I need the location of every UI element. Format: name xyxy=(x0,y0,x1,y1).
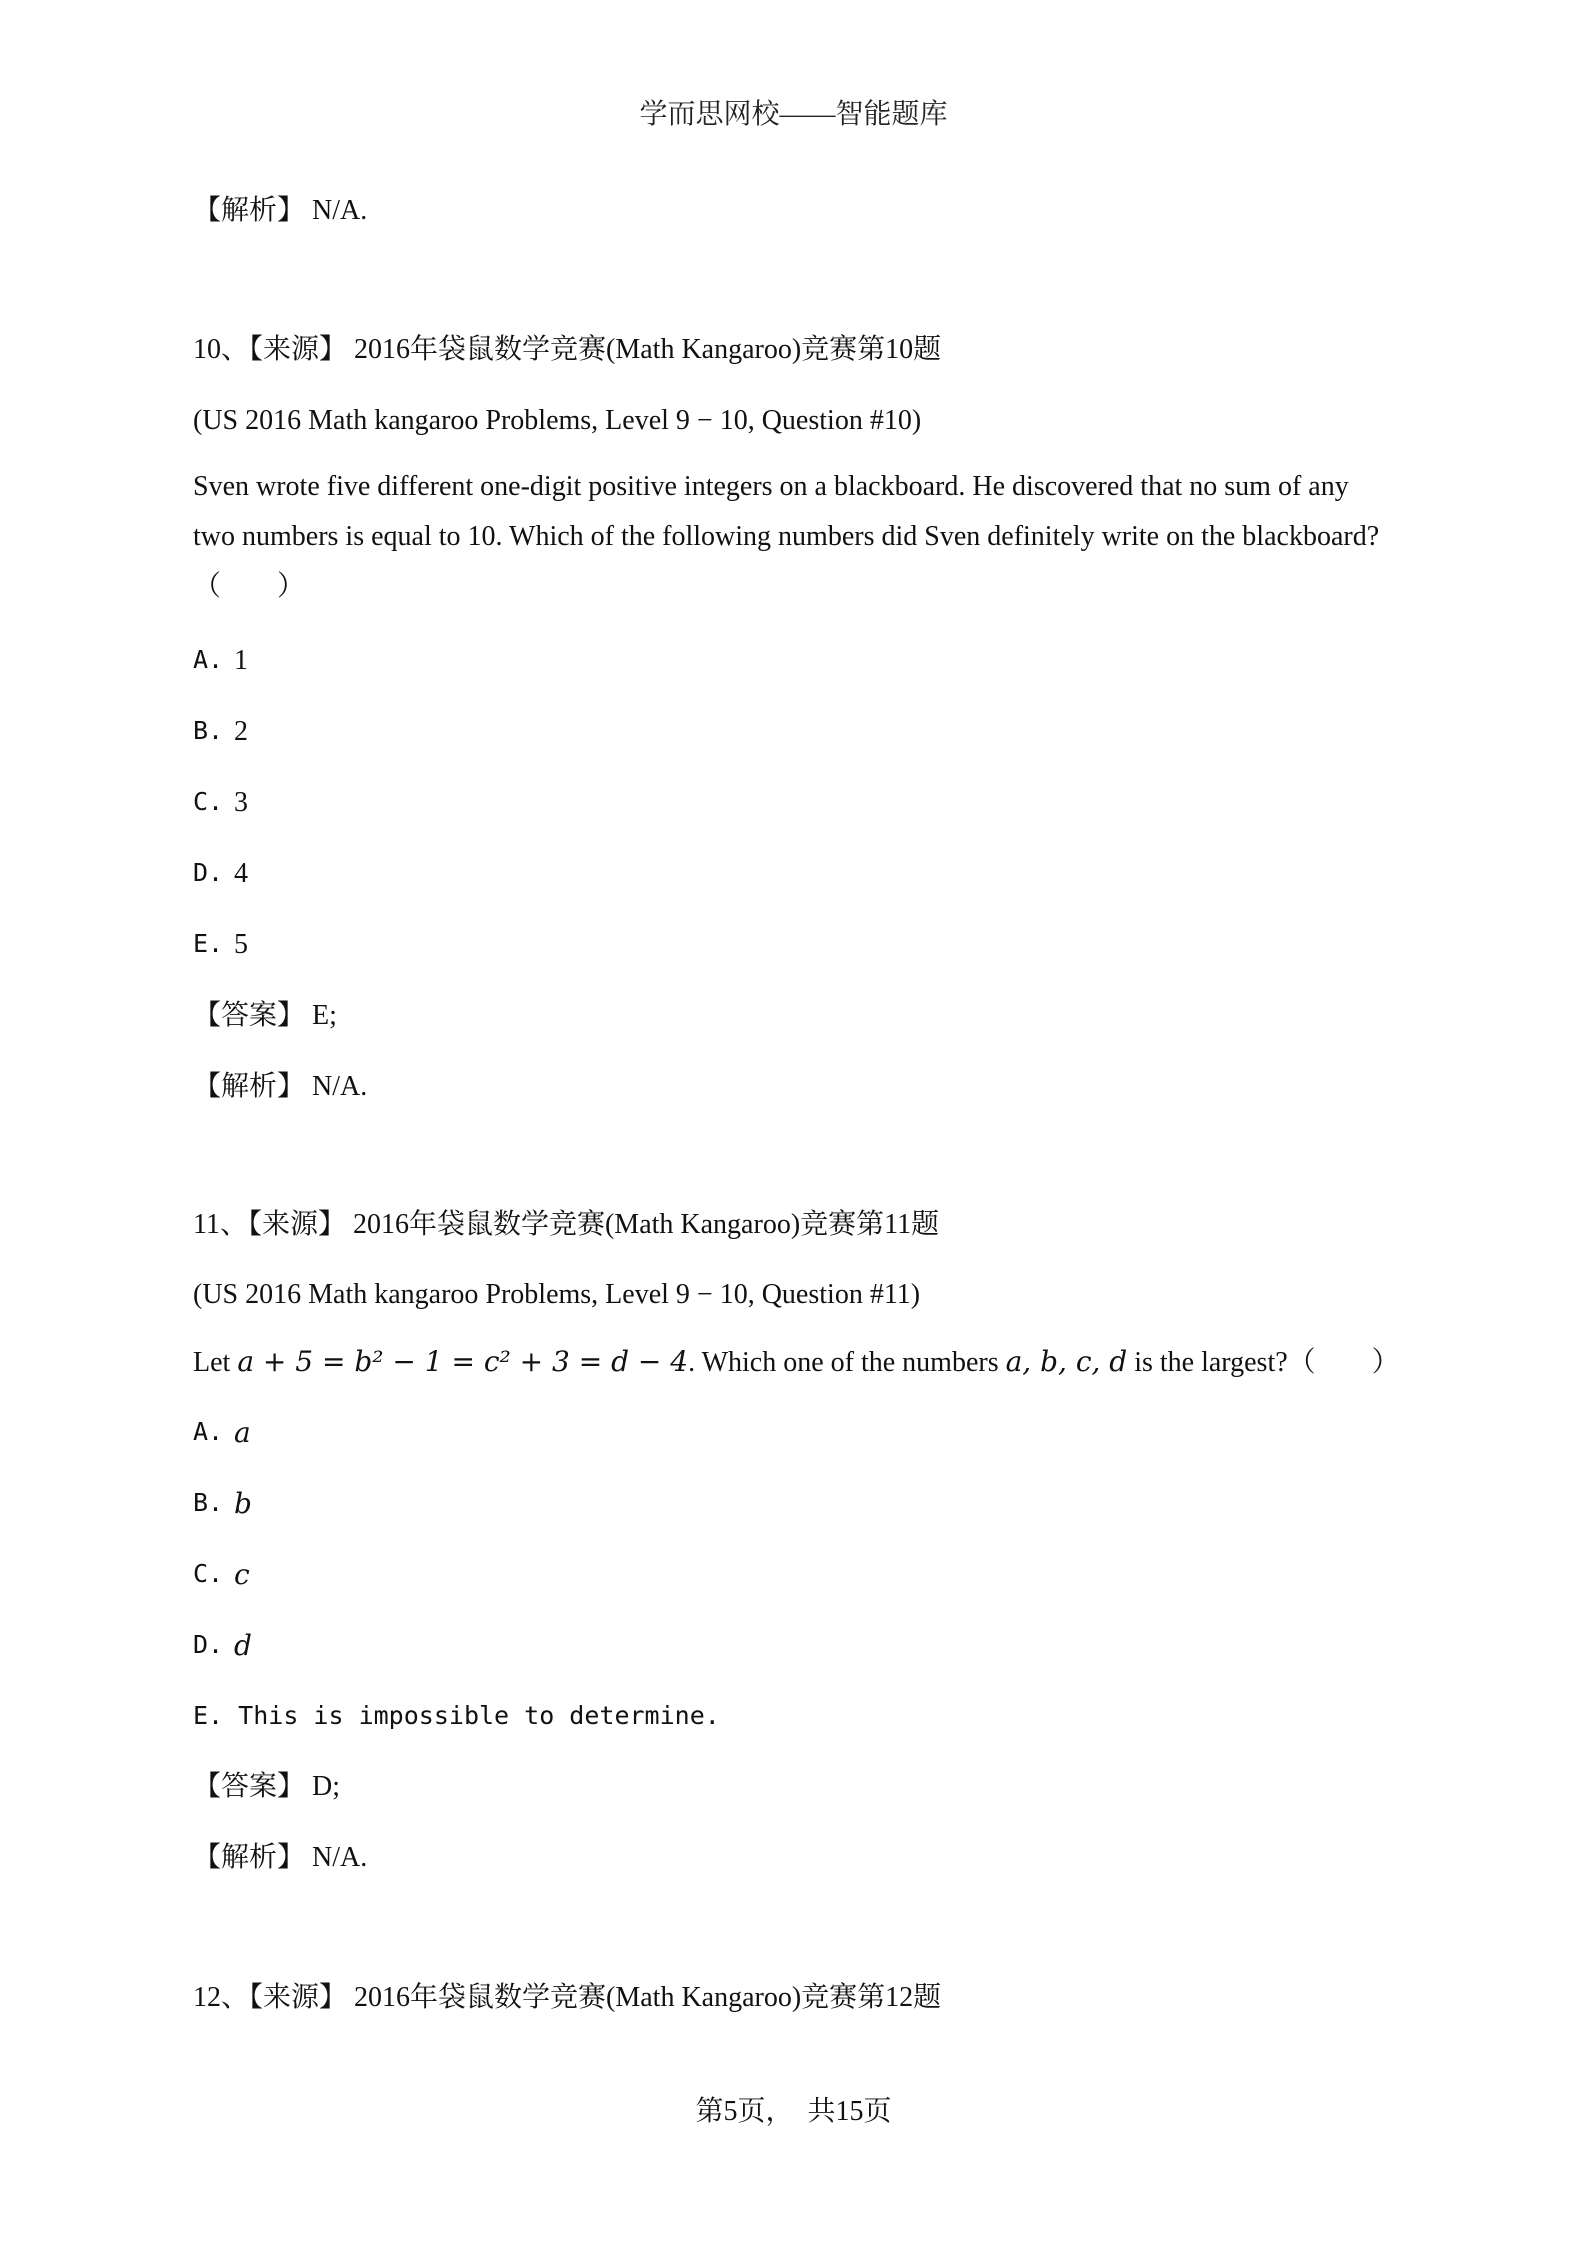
question-11-source xyxy=(193,1211,939,1239)
stem-mid: . Which one of the numbers xyxy=(688,1347,999,1378)
page-header-title: 学而思网校——智能题库 xyxy=(639,99,948,130)
stem-equation: a + 5 = b² − 1 = c² + 3 = d − 4 xyxy=(237,1345,689,1378)
question-10-stem-line3: （ ） xyxy=(193,571,306,602)
question-10-reference: (US 2016 Math kangaroo Problems, Level 9 − 10, Question #10) xyxy=(193,405,922,436)
question-11-analysis xyxy=(193,1844,367,1872)
question-10-analysis xyxy=(193,1073,367,1101)
answer-label: 【答案】 xyxy=(193,1000,306,1031)
question-number: 11、 xyxy=(193,1209,248,1240)
option-b: B. 2 xyxy=(193,716,248,747)
question-10-answer xyxy=(193,1002,337,1030)
analysis-label: 【解析】 xyxy=(193,195,306,226)
question-12-source xyxy=(193,1984,941,2012)
option-c: C. 3 xyxy=(193,787,248,818)
question-11-stem xyxy=(193,1345,1400,1378)
question-10-stem-line2: two numbers is equal to 10. Which of the following numbers did Sven definitely write on the blackboard? xyxy=(193,521,1380,552)
answer-value: D; xyxy=(312,1771,341,1802)
question-10-source xyxy=(193,336,941,364)
question-11-reference: (US 2016 Math kangaroo Problems, Level 9 − 10, Question #11) xyxy=(193,1279,921,1310)
source-text: 2016年袋鼠数学竞赛(Math Kangaroo)竞赛第10题 xyxy=(354,334,942,365)
source-label: 【来源】 xyxy=(249,1982,348,2013)
option-c: C. c xyxy=(193,1558,250,1591)
stem-variables: a, b, c, d xyxy=(1005,1345,1128,1378)
source-label: 【来源】 xyxy=(249,334,348,365)
source-text: 2016年袋鼠数学竞赛(Math Kangaroo)竞赛第11题 xyxy=(352,1209,940,1240)
option-e: E. This is impossible to determine. xyxy=(193,1701,720,1730)
question-11-answer xyxy=(193,1773,340,1801)
question-number: 12、 xyxy=(193,1982,250,2013)
option-e: E. 5 xyxy=(193,929,248,960)
answer-label: 【答案】 xyxy=(193,1771,306,1802)
option-a: A. a xyxy=(193,1416,251,1449)
source-text: 2016年袋鼠数学竞赛(Math Kangaroo)竞赛第12题 xyxy=(354,1982,942,2013)
option-d: D. 4 xyxy=(193,858,248,889)
analysis-line xyxy=(193,197,367,225)
analysis-text: N/A. xyxy=(312,195,368,226)
stem-suffix: is the largest?（ ） xyxy=(1134,1347,1400,1378)
analysis-text: N/A. xyxy=(312,1842,368,1873)
analysis-label: 【解析】 xyxy=(193,1842,306,1873)
option-a: A. 1 xyxy=(193,645,248,676)
option-d: D. d xyxy=(193,1629,252,1662)
question-number: 10、 xyxy=(193,334,250,365)
analysis-text: N/A. xyxy=(312,1071,368,1102)
page-footer-number: 第5页， 共15页 xyxy=(695,2096,892,2127)
analysis-label: 【解析】 xyxy=(193,1071,306,1102)
stem-prefix: Let xyxy=(193,1347,231,1378)
option-b: B. b xyxy=(193,1487,252,1520)
question-10-stem-line1: Sven wrote five different one-digit positive integers on a blackboard. He discovered that no sum of any xyxy=(193,471,1349,502)
source-label: 【来源】 xyxy=(247,1209,346,1240)
answer-value: E; xyxy=(312,1000,337,1031)
